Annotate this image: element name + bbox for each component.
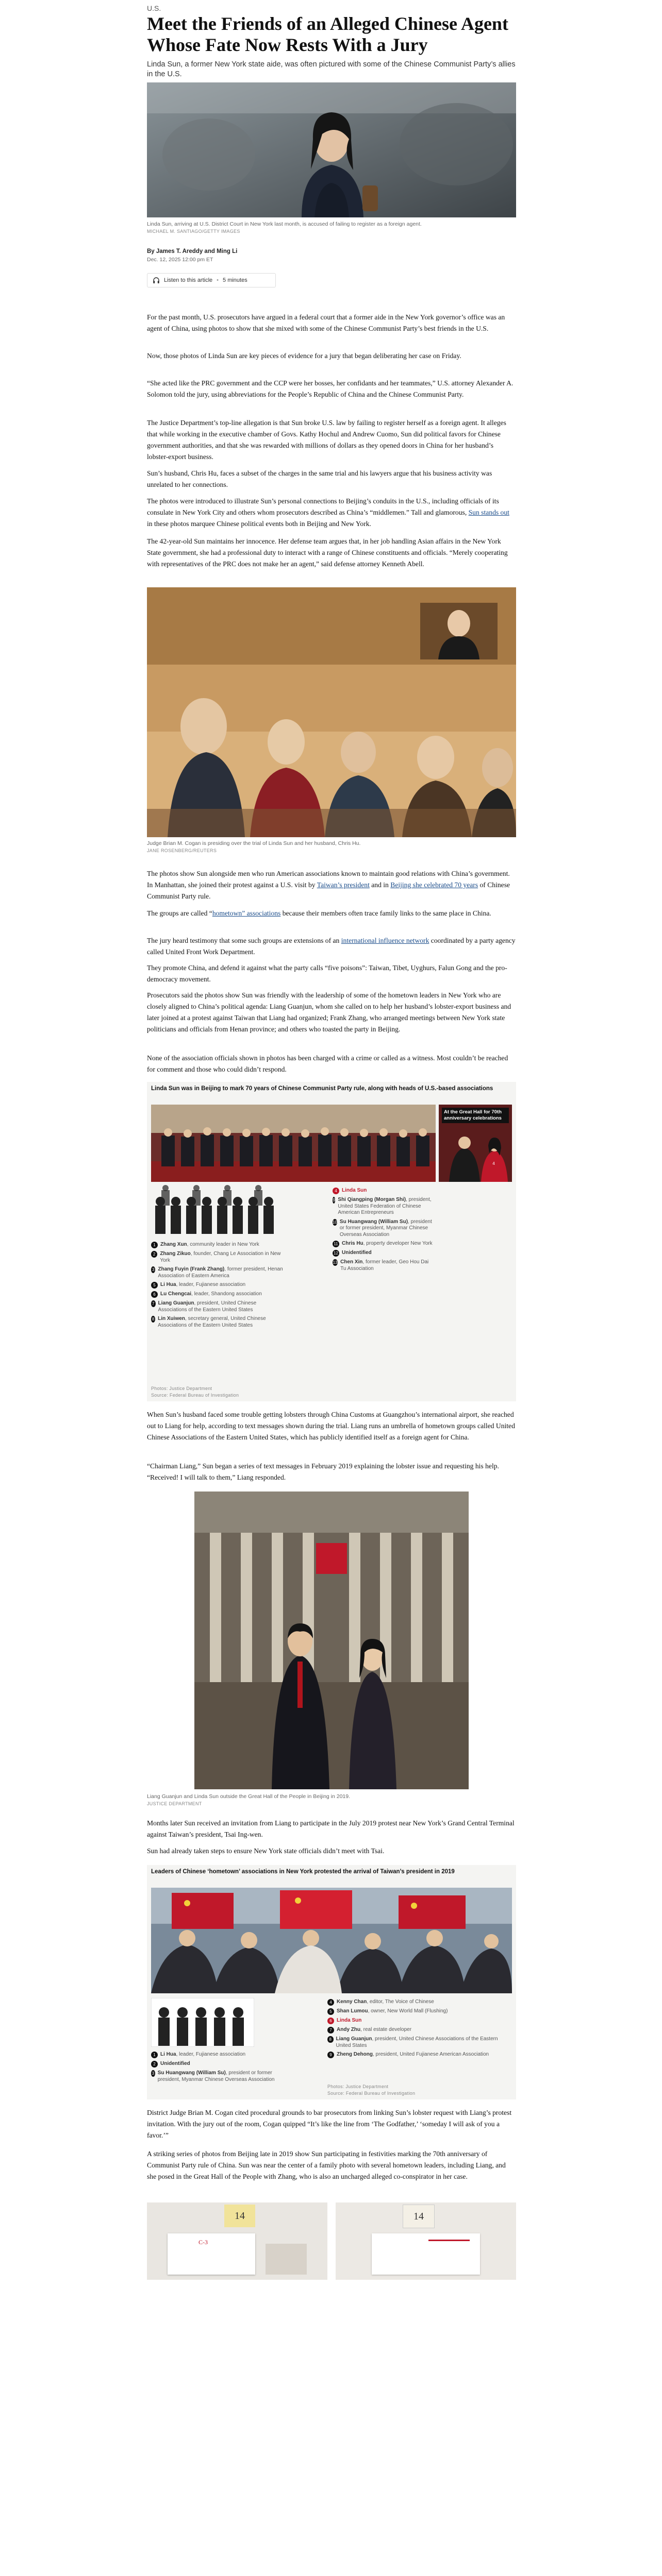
legend-number-badge: 6 — [327, 2018, 334, 2024]
legend-role: , former leader, Geo Hou Dai Tu Association — [340, 1259, 429, 1272]
legend-name: Su Huangwang (William Su) — [339, 1218, 408, 1225]
paragraph — [147, 935, 516, 958]
legend-role: , editor, The Voice of Chinese — [367, 1999, 434, 2005]
inline-link[interactable]: Beijing she celebrated 70 years — [390, 881, 478, 889]
inline-link[interactable]: hometown” associations — [212, 909, 281, 917]
legend-number-badge: 8 — [152, 1317, 155, 1321]
graphic-credit: Photos: Justice Department — [327, 2084, 389, 2089]
legend-name: Linda Sun — [337, 2018, 362, 2023]
legend-role: , former president, Henan Association of Eastern America — [158, 1266, 283, 1279]
legend-name: Su Huangwang (William Su) — [157, 2070, 226, 2076]
paragraph — [147, 496, 516, 530]
legend-entry — [333, 1188, 436, 1194]
listen-label: Listen to this article — [164, 277, 213, 283]
paragraph: District Judge Brian M. Cogan cited procedural grounds to bar prosecutors from linking Sun’s lobster request with Liang’s protest invitation. With the jury out of the room, Cogan quipped “It’s like the line from ‘The Godfather,’ ‘someday I will ask of you a favor.’” — [147, 2109, 512, 2139]
lead-photo-image — [147, 82, 516, 217]
legend-role: , president or former president, Myanmar Chinese Overseas Association — [339, 1218, 432, 1238]
legend-name: Andy Zhu — [337, 2027, 361, 2032]
graphic-taiwan-protest — [147, 1865, 516, 2099]
legend-number-badge: 9 — [327, 2052, 334, 2058]
paragraph: They promote China, and defend it against what the party calls “five poisons”: Taiwan, Tibet, Uyghurs, Falun Gong and the pro-democracy movement. — [147, 964, 507, 983]
paragraph-text: The jury heard testimony that some such groups are extensions of an — [147, 937, 341, 944]
legend-entry — [327, 2052, 508, 2058]
legend-text — [342, 1241, 433, 1247]
legend-text — [342, 1188, 367, 1194]
legend-entry — [151, 1266, 285, 1279]
inline-link[interactable]: Taiwan’s president — [317, 881, 370, 889]
legend-text — [160, 1282, 245, 1289]
paragraph: None of the association officials shown in photos has been charged with a crime or called as a witness. Most couldn’t be reached for comment and those who could didn’t respond. — [147, 1054, 508, 1073]
paragraph: Prosecutors said the photos show Sun was friendly with the leadership of some of the hometown leaders in New York who are closely aligned to China’s political agenda: Liang Guanjun, whom she called on to help her husband’s lobster-export business and later joined at a protest against Taiwan that Liang had organized; Frank Zhang, who arranged meetings between New York state politicians and officials from Henan province; and others who toasted the party in Beijing. — [147, 991, 511, 1033]
legend-role: , property developer New York — [363, 1241, 433, 1246]
legend-name: Lin Xuiwen — [158, 1316, 185, 1321]
legend-number-badge: 12 — [333, 1250, 339, 1257]
legend-text — [337, 2027, 411, 2033]
separator-dot: • — [217, 277, 219, 283]
graphic-credit: Photos: Justice Department — [151, 1386, 212, 1391]
legend-entry — [151, 2061, 295, 2067]
legend-entry — [327, 1999, 508, 2006]
paragraph: “She acted like the PRC government and the CCP were her bosses, her confidants and her teammates,” U.S. attorney Alexander A. Solomon told the jury, using abbreviations for the People’s Republic of China and the Chinese Communist Party. — [147, 379, 514, 398]
group-photo — [151, 1105, 436, 1182]
legend-text — [337, 2052, 489, 2058]
legend-entry — [333, 1250, 436, 1257]
paragraph: When Sun’s husband faced some trouble getting lobsters through China Customs at Guangzhou’s international airport, she reached out to Liang for help, according to text messages shown during the trial. Liang runs an umbrella of hometown groups called United Chinese Associations of the Eastern United States, which has publicly identified itself as a foreign agent for China. — [147, 1411, 515, 1441]
great-hall-caption: Liang Guanjun and Linda Sun outside the Great Hall of the People in Beijing in 2019. — [147, 1793, 351, 1800]
legend-number-badge: 5 — [151, 1282, 158, 1289]
listen-duration: 5 minutes — [223, 277, 247, 283]
paragraph-text: The photos were introduced to illustrate Sun’s personal connections to Beijing’s conduits in the U.S., including officials of its consulate in New York City and others whom prosecutors described as China’s “middlemen.” Tall and glamorous, — [147, 497, 499, 516]
legend-name: Zhang Xun — [160, 1242, 187, 1247]
inset-number-badge: 4 — [490, 1160, 497, 1167]
legend-number-badge: 8 — [327, 2036, 334, 2043]
legend-role: , president, United Chinese Associations of the Eastern United States — [158, 1300, 257, 1313]
evidence-photo-left — [147, 2202, 327, 2280]
legend-number-badge: 11 — [333, 1241, 339, 1247]
legend-number-badge: 4 — [333, 1188, 339, 1194]
inset-photo — [439, 1105, 512, 1182]
legend-left — [151, 1242, 285, 1331]
evidence-photo-right — [336, 2202, 516, 2280]
legend-number-badge: 7 — [151, 1300, 156, 1307]
legend-number-badge: 1 — [151, 2052, 158, 2058]
legend-entry — [333, 1219, 436, 1239]
legend-name: Shi Qiangping (Morgan Shi) — [338, 1197, 406, 1202]
legend-number-badge: 2 — [151, 1251, 157, 1258]
paragraph: For the past month, U.S. prosecutors have argued in a federal court that a former aide in the New York governor’s office was an agent of China, using photos to show that she mixed with some of the Chinese Communist Party’s best friends in the U.S. — [147, 313, 505, 332]
legend-text — [337, 2008, 448, 2015]
legend-number-badge: 4 — [327, 1999, 334, 2006]
paragraph-text: in these photos marquee Chinese political events both in Beijing and New York. — [147, 520, 371, 528]
byline[interactable]: By James T. Areddy and Ming Li — [147, 248, 238, 255]
paragraph — [147, 868, 516, 902]
legend-entry — [151, 1282, 285, 1289]
evidence-card — [372, 2233, 480, 2275]
great-hall-photo — [194, 1492, 469, 1789]
publish-date: Dec. 12, 2025 12:00 pm ET — [147, 257, 213, 263]
legend-number-badge: 2 — [151, 2061, 158, 2067]
legend-name: Unidentified — [160, 2061, 190, 2066]
legend-entry — [151, 2070, 295, 2083]
silhouette-key — [151, 1998, 254, 2047]
legend-number-badge: 6 — [151, 1291, 158, 1298]
legend-entry — [151, 1291, 285, 1298]
legend-role: , leader, Fujianese association — [176, 1282, 246, 1287]
legend-text — [160, 2061, 190, 2067]
legend-entry — [151, 1316, 285, 1329]
legend-name: Kenny Chan — [337, 1999, 367, 2005]
legend-role: , community leader in New York — [187, 1242, 259, 1247]
legend-role: , leader, Fujianese association — [176, 2052, 246, 2057]
legend-text — [160, 1242, 259, 1248]
legend-name: Li Hua — [160, 2052, 176, 2057]
legend-text — [158, 1300, 286, 1313]
legend-number-badge: 1 — [151, 1242, 158, 1248]
inset-label: At the Great Hall for 70th anniversary celebrations — [442, 1108, 509, 1123]
legend-entry — [333, 1197, 436, 1216]
legend-number-badge: 7 — [327, 2027, 334, 2033]
paragraph: The 42-year-old Sun maintains her innocence. Her defense team argues that, in her job handling Asian affairs in the New York State government, she had a professional duty to interact with a range of Chinese constituents and officials. “Merely cooperating with representatives of the PRC does not make her an agent,” said defense attorney Kenneth Abell. — [147, 537, 508, 568]
paragraph: Sun had already taken steps to ensure New York state officials didn’t meet with Tsai. — [147, 1847, 385, 1855]
legend-entry — [327, 2008, 508, 2015]
legend-role: , president, United Chinese Associations of the Eastern United States — [336, 2036, 498, 2048]
lead-photo-caption: Linda Sun, arriving at U.S. District Court in New York last month, is accused of failing to register as a foreign agent. — [147, 221, 422, 227]
legend-name: Shan Lumou — [337, 2008, 368, 2014]
headphones-icon — [153, 277, 160, 284]
legend-entry — [151, 1242, 285, 1248]
legend-number-badge: 5 — [327, 2008, 334, 2015]
inline-link[interactable]: Sun stands out — [468, 509, 509, 516]
evidence-photos — [147, 2202, 516, 2280]
paragraph: A striking series of photos from Beijing late in 2019 show Sun participating in festivities marking the 70th anniversary of Communist Party rule of China. Sun was near the center of a family photo with several hometown leaders, including Liang, and she posed in the Great Hall of the People with Zhang, who is also an uncharged alleged co-conspirator in her case. — [147, 2150, 506, 2180]
legend-number-badge: 3 — [152, 2071, 155, 2076]
paragraph: Sun’s husband, Chris Hu, faces a subset of the charges in the same trial and his lawyers argue that his business activity was unrelated to her connections. — [147, 469, 492, 488]
card-tag: C-3 — [198, 2239, 208, 2246]
graphic-source: Source: Federal Bureau of Investigation — [151, 1393, 239, 1398]
legend-number-badge: 9 — [333, 1198, 335, 1202]
paragraph-text: because their members often trace family links to the same place in China. — [280, 909, 491, 917]
legend-role: , real estate developer — [360, 2027, 412, 2032]
legend-name: Liang Guanjun — [336, 2036, 372, 2042]
legend-name: Zhang Zikuo — [160, 1251, 191, 1257]
legend-role: , president or former president, Myanmar Chinese Overseas Association — [157, 2070, 275, 2082]
paragraph: “Chairman Liang,” Sun began a series of text messages in February 2019 explaining the lobster issue and requesting his help. “Received! I will talk to them,” Liang responded. — [147, 1462, 499, 1481]
legend-number-badge: 3 — [152, 1267, 155, 1272]
legend-entry — [151, 1251, 285, 1264]
exhibit-sticker: 14 — [224, 2205, 255, 2227]
headline: Meet the Friends of an Alleged Chinese Agent Whose Fate Now Rests With a Jury — [147, 13, 508, 55]
exhibit-sticker: 14 — [403, 2205, 435, 2228]
legend-text — [160, 2052, 245, 2058]
legend-text — [336, 2036, 508, 2049]
paragraph-text: of Chinese Communist Party rule. — [147, 881, 510, 900]
paragraph-text: coordinated by a party agency called United Front Work Department. — [147, 937, 516, 956]
inline-link[interactable]: international influence network — [341, 937, 429, 944]
legend-text — [160, 1251, 285, 1264]
legend-name: Unidentified — [342, 1250, 372, 1256]
legend-text — [340, 1219, 436, 1239]
court-sketch-image — [147, 587, 516, 837]
legend-entry — [333, 1241, 436, 1247]
legend-text — [158, 1316, 285, 1329]
legend-name: Linda Sun — [342, 1188, 367, 1193]
legend-name: Lu Chengcai — [160, 1291, 192, 1297]
section-label[interactable]: U.S. — [147, 4, 161, 12]
evidence-object — [266, 2244, 307, 2275]
legend-text — [340, 1259, 436, 1272]
legend-left — [151, 2052, 295, 2086]
great-hall-photo-wrap — [147, 1492, 516, 1789]
legend-text — [337, 1999, 434, 2006]
legend-text — [342, 1250, 372, 1257]
evidence-card — [168, 2233, 255, 2275]
paragraph-text: The groups are called “ — [147, 909, 212, 917]
lead-photo-credit: MICHAEL M. SANTIAGO/GETTY IMAGES — [147, 229, 240, 234]
graphic-source: Source: Federal Bureau of Investigation — [327, 2091, 416, 2096]
graphic-beijing-celebration — [147, 1082, 516, 1401]
legend-number-badge: 10 — [333, 1219, 337, 1225]
legend-name: Chris Hu — [342, 1241, 363, 1246]
legend-name: Liang Guanjun — [158, 1300, 194, 1306]
legend-name: Zhang Fuyin (Frank Zhang) — [158, 1266, 225, 1272]
paragraph — [147, 908, 516, 919]
legend-right — [333, 1188, 436, 1275]
dek: Linda Sun, a former New York state aide, was often pictured with some of the Chinese Communist Party’s allies in the U.S. — [147, 60, 516, 78]
legend-role: , secretary general, United Chinese Associations of the Eastern United States — [158, 1316, 266, 1328]
protest-photo — [151, 1888, 512, 1993]
legend-entry — [327, 2036, 508, 2049]
legend-text — [337, 2018, 361, 2024]
court-sketch — [147, 587, 516, 837]
legend-name: Zheng Dehong — [337, 2052, 373, 2057]
legend-entry — [151, 2052, 295, 2058]
legend-role: , president, United States Federation of Chinese American Entrepreneurs — [338, 1197, 432, 1215]
legend-entry — [327, 2027, 508, 2033]
paragraph: The Justice Department’s top-line allegation is that Sun broke U.S. law by failing to register herself as a foreign agent. It alleges that while working in the executive chamber of Govs. Kathy Hochul and Andrew Cuomo, Sun did political favors for Chinese government authorities, and that she was rewarded with millions of dollars as they opened doors in China for her husband’s lobster-export business. — [147, 419, 506, 461]
legend-role: , owner, New World Mall (Flushing) — [368, 2008, 448, 2014]
graphic-title: Linda Sun was in Beijing to mark 70 years of Chinese Communist Party rule, along with heads of U.S.-based associations — [151, 1086, 493, 1092]
court-sketch-credit: JANE ROSENBERG/REUTERS — [147, 848, 217, 853]
listen-button[interactable] — [147, 273, 276, 287]
legend-role: , leader, Shandong association — [191, 1291, 262, 1297]
legend-role: , president, United Fujianese American Association — [373, 2052, 489, 2057]
legend-text — [158, 1266, 285, 1279]
inset-people — [439, 1127, 512, 1182]
legend-role: , founder, Chang Le Association in New York — [160, 1251, 281, 1263]
legend-entry — [151, 1300, 285, 1313]
legend-number-badge: 13 — [333, 1260, 338, 1265]
court-sketch-caption: Judge Brian M. Cogan is presiding over the trial of Linda Sun and her husband, Chris Hu. — [147, 840, 361, 846]
paragraph-text: The photos show Sun alongside men who run American associations known to maintain good relations with China’s government. In Manhattan, she joined their protest against a U.S. visit by — [147, 870, 510, 889]
legend-text — [160, 1291, 262, 1298]
paragraph: Now, those photos of Linda Sun are key pieces of evidence for a jury that began deliberating her case on Friday. — [147, 352, 461, 360]
legend-entry — [327, 2018, 508, 2024]
legend-text — [158, 2070, 295, 2083]
silhouette-key — [151, 1185, 285, 1236]
great-hall-credit: JUSTICE DEPARTMENT — [147, 1801, 202, 1806]
lead-photo — [147, 82, 516, 217]
legend-entry — [333, 1259, 436, 1272]
paragraph: Months later Sun received an invitation from Liang to participate in the July 2019 protest near New York’s Grand Central Terminal against Taiwan’s president, Tsai Ing-wen. — [147, 1819, 515, 1838]
graphic-title: Leaders of Chinese ‘hometown’ associations in New York protested the arrival of Taiwan’s president in 2019 — [151, 1869, 455, 1875]
legend-name: Chen Xin — [340, 1259, 363, 1265]
legend-right — [327, 1999, 508, 2061]
legend-name: Li Hua — [160, 1282, 176, 1287]
card-stripe — [428, 2240, 470, 2241]
paragraph-text: and in — [369, 881, 391, 889]
legend-text — [338, 1197, 436, 1216]
